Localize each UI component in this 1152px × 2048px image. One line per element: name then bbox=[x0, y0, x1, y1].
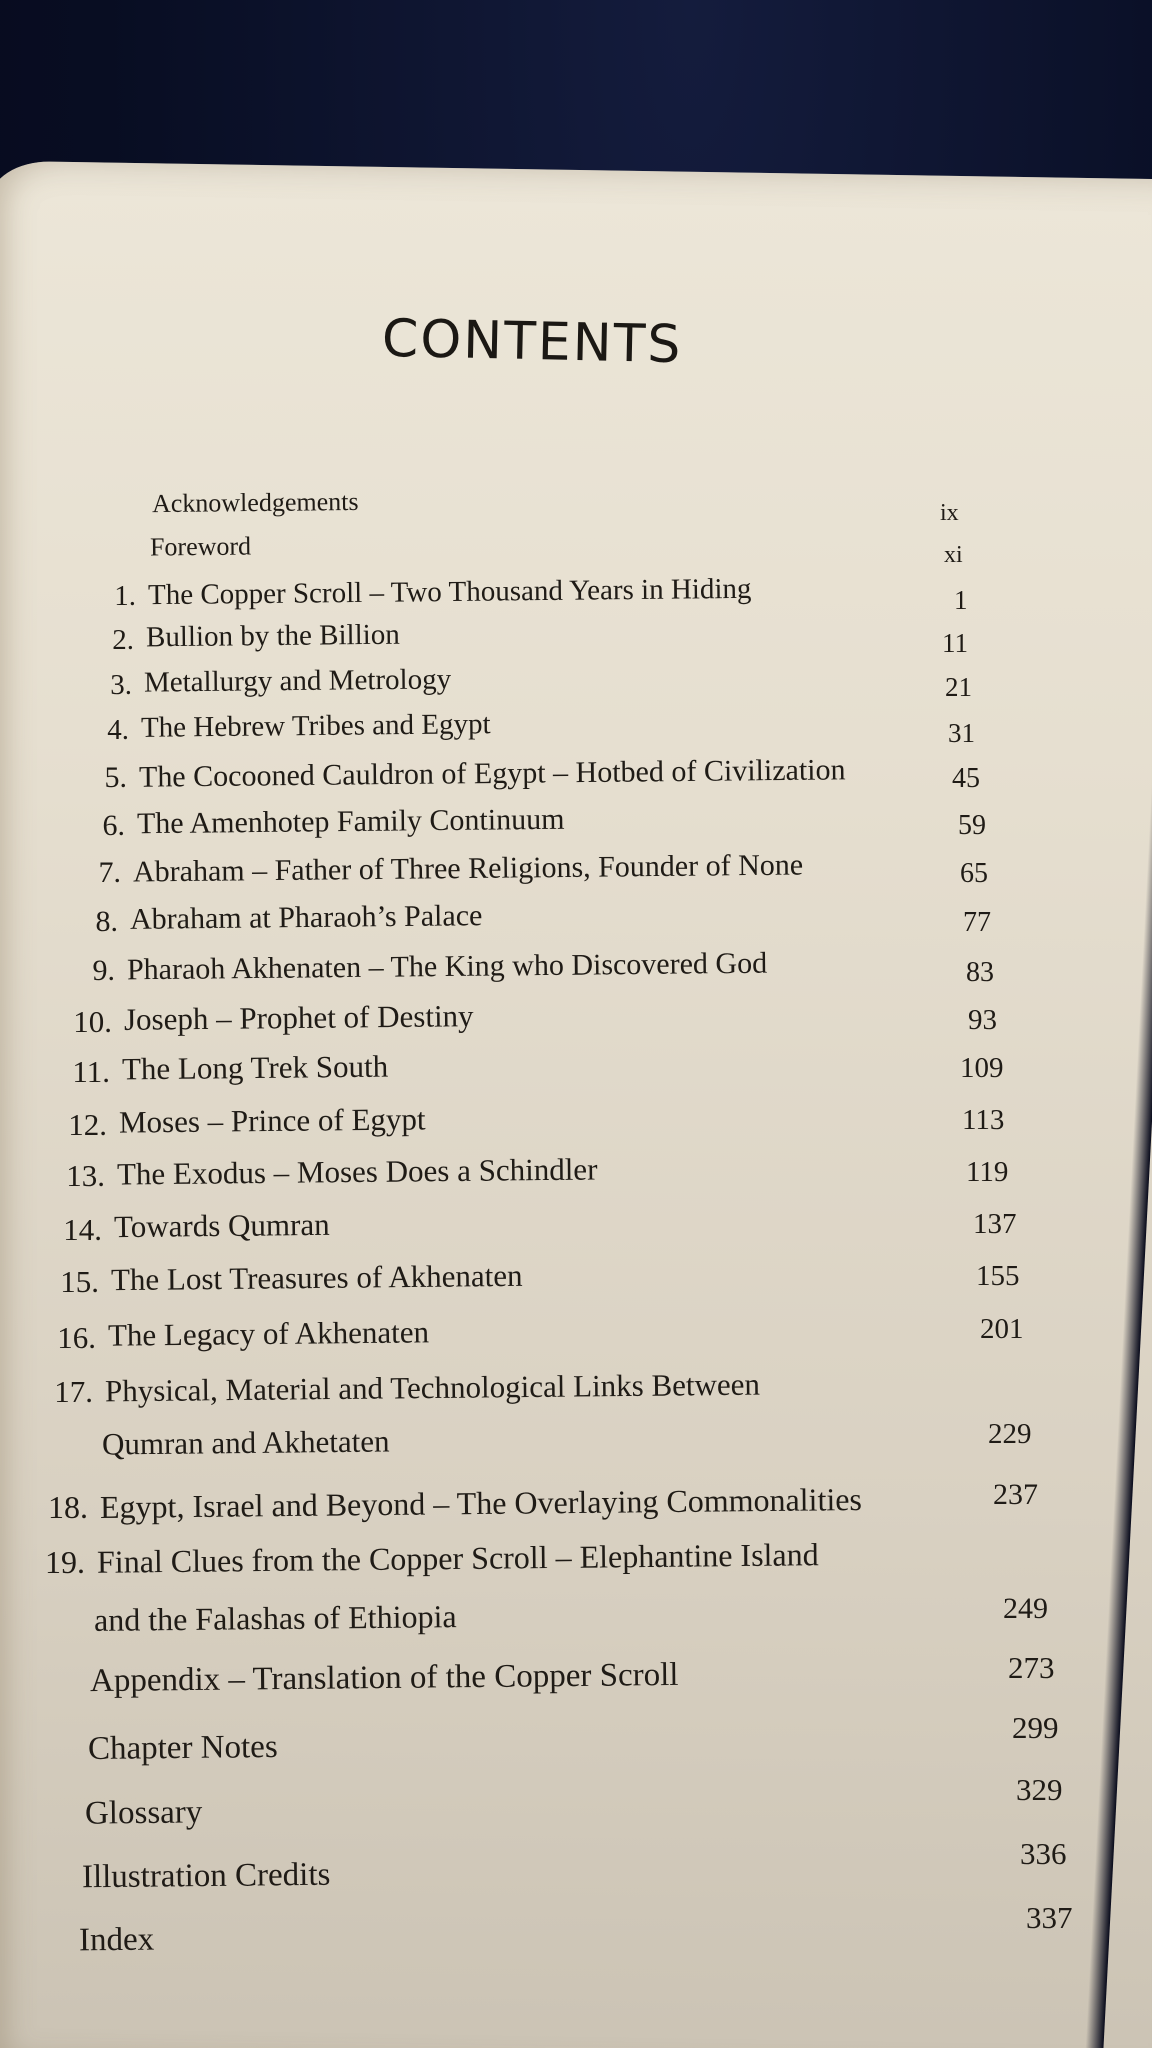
toc-entry-page-number: 45 bbox=[952, 763, 980, 794]
toc-entry-title: Bullion by the Billion bbox=[145, 618, 400, 654]
chapter-number: 3. bbox=[110, 669, 132, 701]
toc-entry-page-number: 336 bbox=[1020, 1836, 1067, 1871]
toc-entry-title: Acknowledgements bbox=[151, 486, 359, 519]
toc-entry-page-number: 77 bbox=[963, 907, 991, 938]
toc-entry-title: The Hebrew Tribes and Egypt bbox=[140, 708, 491, 744]
toc-entry-page-number: 31 bbox=[948, 718, 975, 748]
toc-entry-page-number: 109 bbox=[960, 1052, 1004, 1084]
toc-entry-page-number: 337 bbox=[1026, 1900, 1073, 1935]
chapter-number: 10. bbox=[73, 1004, 112, 1039]
toc-entry-title: Joseph – Prophet of Destiny bbox=[123, 998, 474, 1037]
toc-entry-page-number: 93 bbox=[968, 1004, 997, 1036]
toc-entry-page-number: xi bbox=[944, 542, 963, 568]
chapter-number: 14. bbox=[63, 1212, 102, 1247]
toc-entry-title: The Lost Treasures of Akhenaten bbox=[110, 1257, 523, 1298]
chapter-number: 15. bbox=[60, 1264, 99, 1299]
chapter-number: 12. bbox=[68, 1107, 107, 1142]
chapter-number: 19. bbox=[45, 1544, 85, 1580]
toc-entry-page-number: 113 bbox=[962, 1104, 1005, 1136]
toc-entry-page-number: 237 bbox=[993, 1478, 1038, 1511]
chapter-number: 2. bbox=[112, 624, 134, 656]
chapter-number: 4. bbox=[107, 714, 129, 746]
toc-entry-page-number: 201 bbox=[980, 1313, 1024, 1345]
toc-entry-page-number: 249 bbox=[1003, 1592, 1048, 1625]
toc-entry-title: The Copper Scroll – Two Thousand Years in Hiding bbox=[147, 572, 752, 612]
toc-entry-title: Moses – Prince of Egypt bbox=[118, 1101, 426, 1140]
toc-entry-title: Appendix – Translation of the Copper Scroll bbox=[89, 1656, 679, 1700]
chapter-number: 5. bbox=[104, 761, 127, 794]
chapter-number: 16. bbox=[57, 1320, 96, 1355]
toc-entry-title: Index bbox=[78, 1921, 155, 1959]
chapter-number: 17. bbox=[54, 1374, 93, 1409]
page-title: CONTENTS bbox=[381, 308, 684, 376]
chapter-number: 1. bbox=[114, 580, 136, 612]
toc-entry-page-number: 329 bbox=[1016, 1772, 1063, 1807]
toc-entry-title: The Cocooned Cauldron of Egypt – Hotbed of Civilization bbox=[138, 753, 846, 794]
toc-entry-title: Pharaoh Akhenaten – The King who Discovered God bbox=[126, 946, 768, 987]
toc-entry-page-number: 65 bbox=[960, 858, 988, 889]
toc-entry-title: Glossary bbox=[84, 1794, 203, 1832]
toc-entry-page-number: 21 bbox=[945, 672, 972, 702]
toc-entry-title: Abraham – Father of Three Religions, Founder of None bbox=[132, 848, 804, 889]
toc-entry-title: Chapter Notes bbox=[87, 1729, 278, 1767]
toc-entry-title: The Amenhotep Family Continuum bbox=[136, 802, 565, 841]
toc-entry-title: Metallurgy and Metrology bbox=[143, 663, 452, 699]
chapter-number: 9. bbox=[92, 954, 115, 987]
toc-entry-title: Foreword bbox=[149, 531, 252, 562]
toc-entry-page-number: 299 bbox=[1012, 1710, 1059, 1745]
toc-entry-page-number: 155 bbox=[976, 1260, 1020, 1292]
toc-entry-title-continued: Qumran and Akhetaten bbox=[101, 1423, 390, 1462]
toc-entry-page-number: 1 bbox=[954, 585, 968, 615]
toc-entry-page-number: 119 bbox=[966, 1156, 1009, 1188]
toc-entry-page-number: 11 bbox=[942, 628, 968, 658]
toc-entry-title: The Legacy of Akhenaten bbox=[107, 1314, 430, 1353]
toc-entry-title: Final Clues from the Copper Scroll – Elephantine Island bbox=[96, 1536, 819, 1580]
toc-entry-title: Egypt, Israel and Beyond – The Overlaying Commonalities bbox=[99, 1481, 863, 1525]
toc-entry-page-number: 273 bbox=[1008, 1650, 1055, 1685]
toc-entry-title: Abraham at Pharaoh’s Palace bbox=[129, 899, 483, 936]
toc-entry-page-number: 229 bbox=[988, 1418, 1032, 1450]
chapter-number: 6. bbox=[102, 809, 125, 842]
chapter-number: 13. bbox=[66, 1158, 105, 1193]
chapter-number: 7. bbox=[98, 856, 121, 889]
toc-entry-title-continued: and the Falashas of Ethiopia bbox=[93, 1598, 457, 1638]
toc-entry-title: The Long Trek South bbox=[121, 1048, 389, 1087]
toc-entry-page-number: 83 bbox=[966, 957, 994, 988]
toc-entry-title: Physical, Material and Technological Links Between bbox=[104, 1366, 761, 1409]
toc-entry-page-number: 59 bbox=[958, 810, 986, 841]
chapter-number: 11. bbox=[72, 1054, 110, 1089]
chapter-number: 18. bbox=[48, 1489, 88, 1525]
toc-entry-title: Towards Qumran bbox=[113, 1206, 330, 1245]
toc-entry-title: The Exodus – Moses Does a Schindler bbox=[116, 1151, 598, 1192]
chapter-number: 8. bbox=[95, 905, 118, 938]
toc-entry-title: Illustration Credits bbox=[81, 1856, 331, 1896]
toc-entry-page-number: 137 bbox=[973, 1208, 1017, 1240]
toc-entry-page-number: ix bbox=[940, 500, 959, 526]
